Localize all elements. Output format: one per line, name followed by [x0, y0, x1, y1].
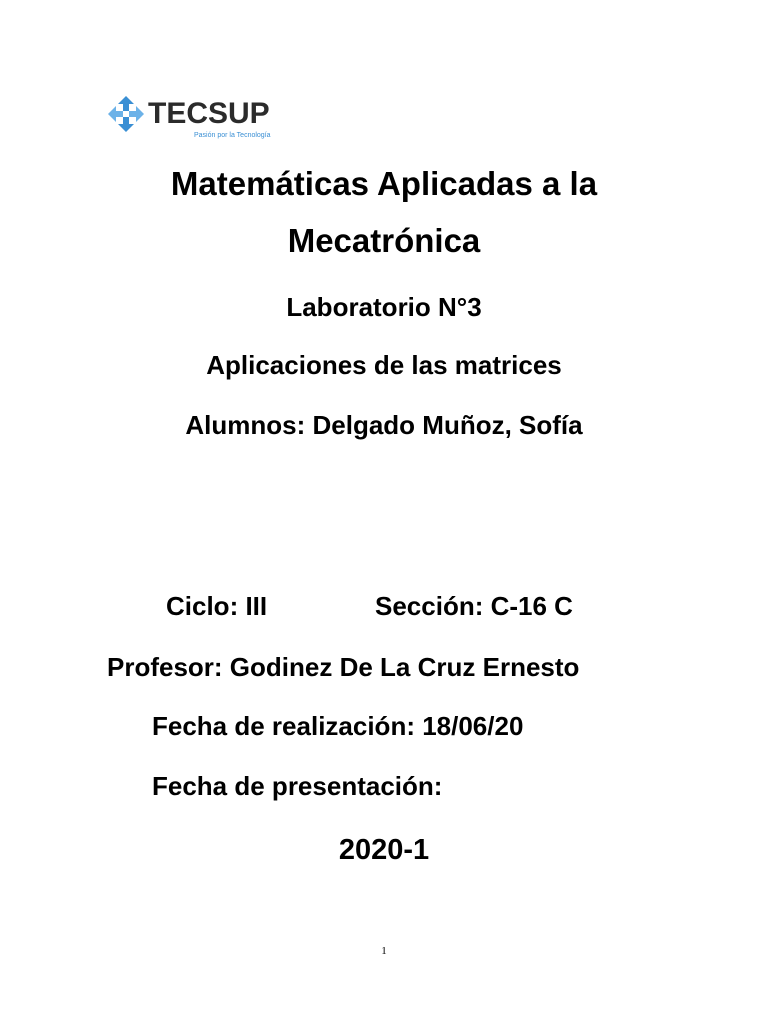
tecsup-logo-graphic: [106, 90, 276, 140]
logo-wordmark: TECSUP: [148, 97, 270, 130]
logo-arrows-icon: [108, 96, 144, 132]
lab-subject: Aplicaciones de las matrices: [206, 350, 562, 380]
ciclo-label: Ciclo: III: [166, 591, 268, 621]
profesor-label: Profesor: Godinez De La Cruz Ernesto: [107, 652, 580, 682]
fecha-realizacion: Fecha de realización: 18/06/20: [152, 711, 524, 741]
page-number: 1: [381, 945, 387, 957]
document-title-line2: Mecatrónica: [287, 222, 481, 259]
logo-tagline: Pasión por la Tecnología: [194, 132, 271, 139]
academic-period: 2020-1: [338, 834, 430, 866]
lab-number: Laboratorio N°3: [286, 292, 482, 322]
document-title-line1: Matemáticas Aplicadas a la: [170, 165, 598, 202]
seccion-label: Sección: C-16 C: [375, 591, 573, 621]
tecsup-logo: [106, 90, 276, 140]
fecha-presentacion: Fecha de presentación:: [152, 771, 443, 801]
students-name: Alumnos: Delgado Muñoz, Sofía: [185, 410, 583, 440]
